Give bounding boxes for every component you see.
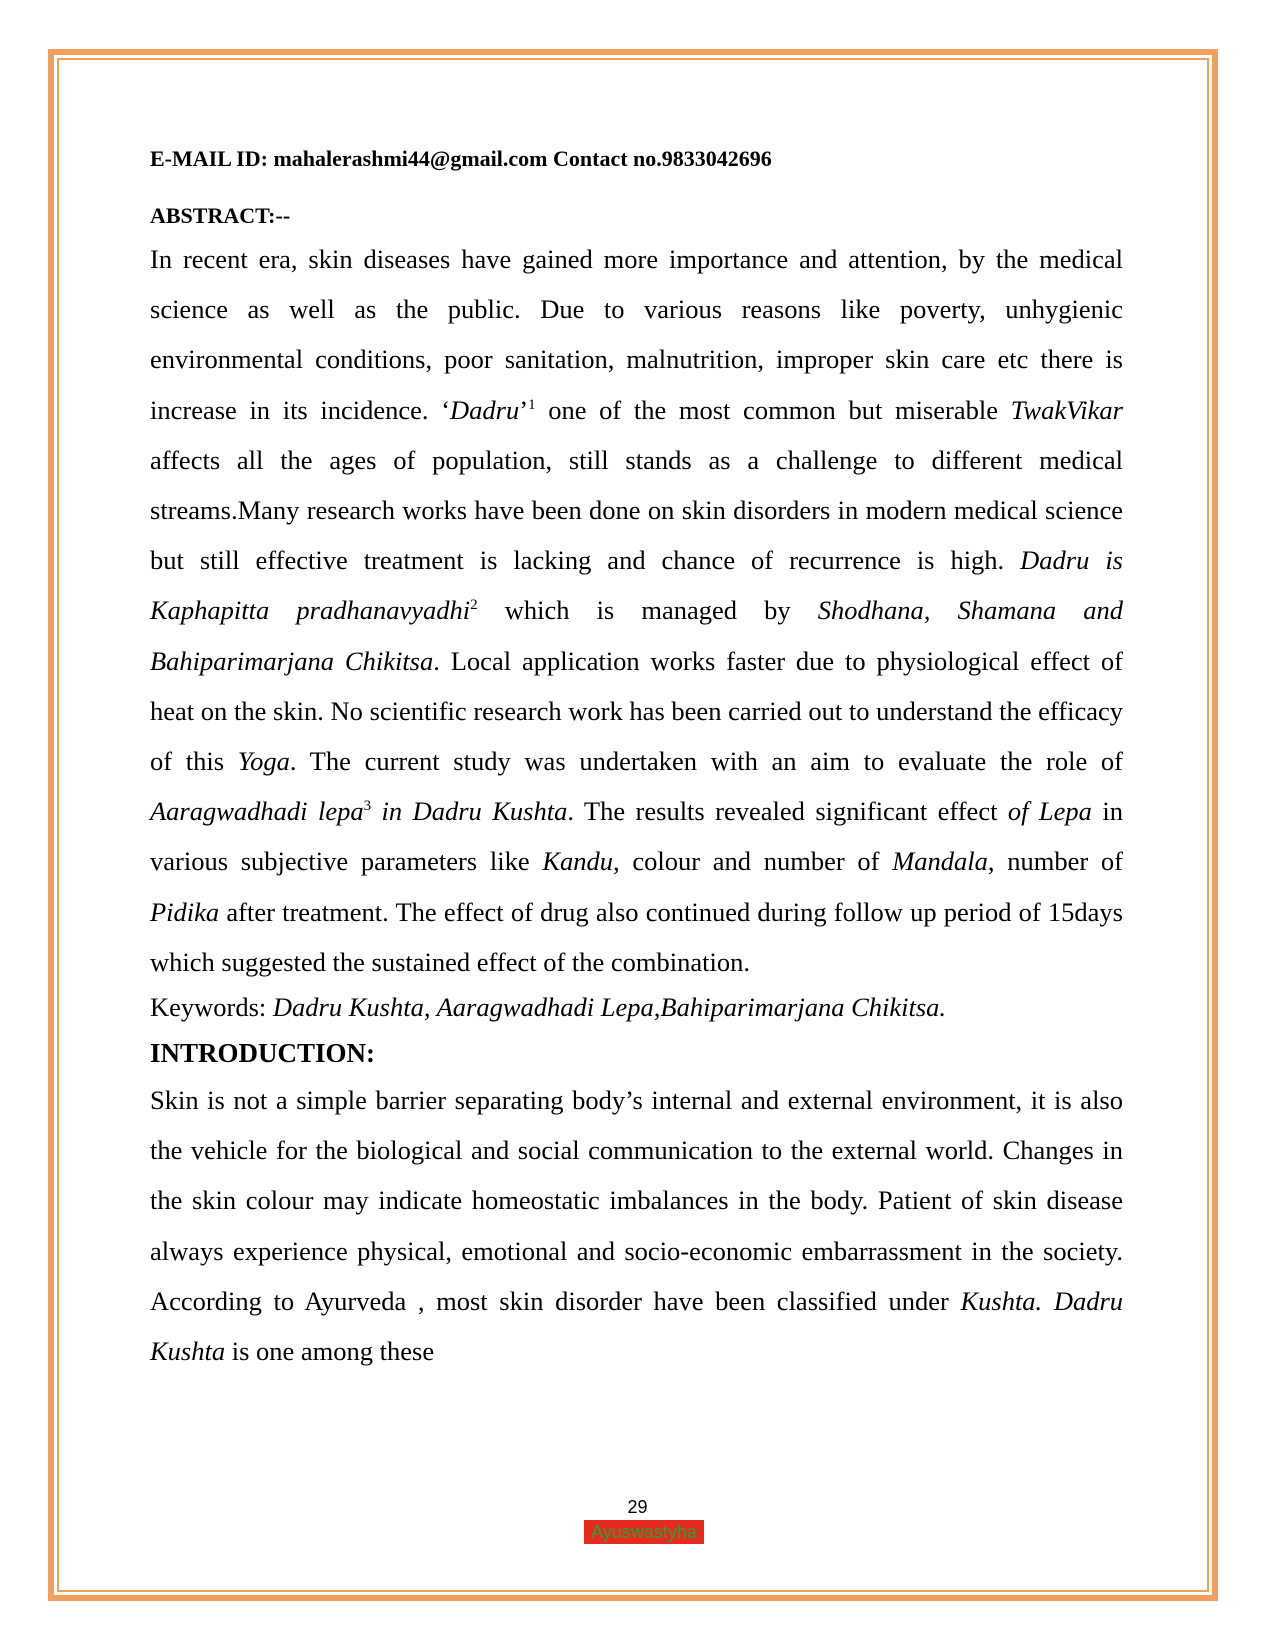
page-number: 29 — [627, 1497, 648, 1517]
abstract-term-twakvikar: TwakVikar — [1010, 394, 1123, 425]
abstract-term-dadru-phrase: Dadru is Kaphapitta pradhanavyadhi — [150, 545, 1123, 626]
keywords-label: Keywords: — [150, 992, 273, 1023]
reference-marker: 2 — [470, 597, 478, 614]
abstract-term-yoga: Yoga — [237, 746, 290, 777]
abstract-term-shodhana: Shodhana, Shamana and Bahiparimarjana Chikitsa — [150, 595, 1123, 676]
abstract-text: ’ — [519, 394, 529, 425]
contact-line: E-MAIL ID: mahalerashmi44@gmail.com Contact no.9833042696 — [150, 146, 772, 171]
introduction-text: Skin is not a simple barrier separating body’s internal and external environment, it is also the vehicle for the biological and social communication to the external world. Changes in the skin colour may indicate homeostatic imbalances in the body. Patient of skin disease always experience physical, emotional and socio-economic embarrassment in the society. According to Ayurveda , most skin disorder have been classified under — [150, 1085, 1123, 1316]
abstract-paragraph — [150, 234, 1123, 987]
abstract-term-aaragwadhadi: Aaragwadhadi lepa — [150, 796, 364, 827]
introduction-term-dadru-kushta: Dadru Kushta — [150, 1285, 1124, 1367]
abstract-term-mandala: Mandala — [892, 846, 988, 877]
introduction-heading: INTRODUCTION: — [150, 1038, 376, 1069]
introduction-paragraph — [150, 1075, 1123, 1376]
abstract-text: . The current study was undertaken with an aim to evaluate the role of — [289, 746, 1123, 777]
abstract-heading: ABSTRACT:-- — [150, 203, 291, 228]
abstract-text: after treatment. The effect of drug also continued during follow up period of 15days which suggested the sustained effect of the combination. — [150, 896, 1123, 977]
abstract-text: one of the most common but miserable — [535, 394, 1011, 425]
abstract-term-dadru-kushta: in Dadru Kushta — [371, 796, 568, 827]
introduction-text — [1042, 1286, 1054, 1316]
reference-marker: 1 — [528, 396, 536, 413]
abstract-term-pidika: Pidika — [150, 896, 220, 927]
abstract-text: In recent era, skin diseases have gained more importance and attention, by the medical science as well as the public. Due to various reasons like poverty, unhygienic environmental conditions, poor sanitation, malnutrition, improper skin care etc there is increase in its incidence. ‘ — [150, 244, 1123, 425]
keywords-terms: Dadru Kushta, Aaragwadhadi Lepa,Bahiparimarjana Chikitsa. — [272, 992, 947, 1023]
introduction-text: is one among these — [225, 1336, 435, 1367]
abstract-text: colour and number of — [619, 846, 893, 877]
reference-marker: 3 — [363, 798, 372, 815]
abstract-term-lepa: of Lepa — [1007, 796, 1092, 827]
introduction-term-kushta: Kushta. — [960, 1285, 1043, 1316]
abstract-text: which is managed by — [477, 595, 818, 626]
abstract-term-kandu: Kandu, — [542, 846, 620, 877]
journal-name-badge: Ayuswastyha — [584, 1520, 704, 1544]
abstract-text: . The results revealed significant effect — [567, 796, 1008, 827]
abstract-text: affects all the ages of population, still stands as a challenge to different medical streams.Many research works have been done on skin disorders in modern medical science but still effective treatment is lacking and chance of recurrence is high. — [150, 444, 1123, 576]
abstract-text: , number of — [987, 846, 1123, 877]
page-content — [150, 144, 1123, 1376]
abstract-text: . Local application works faster due to physiological effect of heat on the skin. No scientific research work has been carried out to understand the efficacy of this — [150, 645, 1123, 777]
abstract-term-dadru: Dadru — [450, 394, 520, 425]
keywords-line — [150, 987, 1123, 1027]
abstract-text: in various subjective parameters like — [150, 796, 1123, 877]
